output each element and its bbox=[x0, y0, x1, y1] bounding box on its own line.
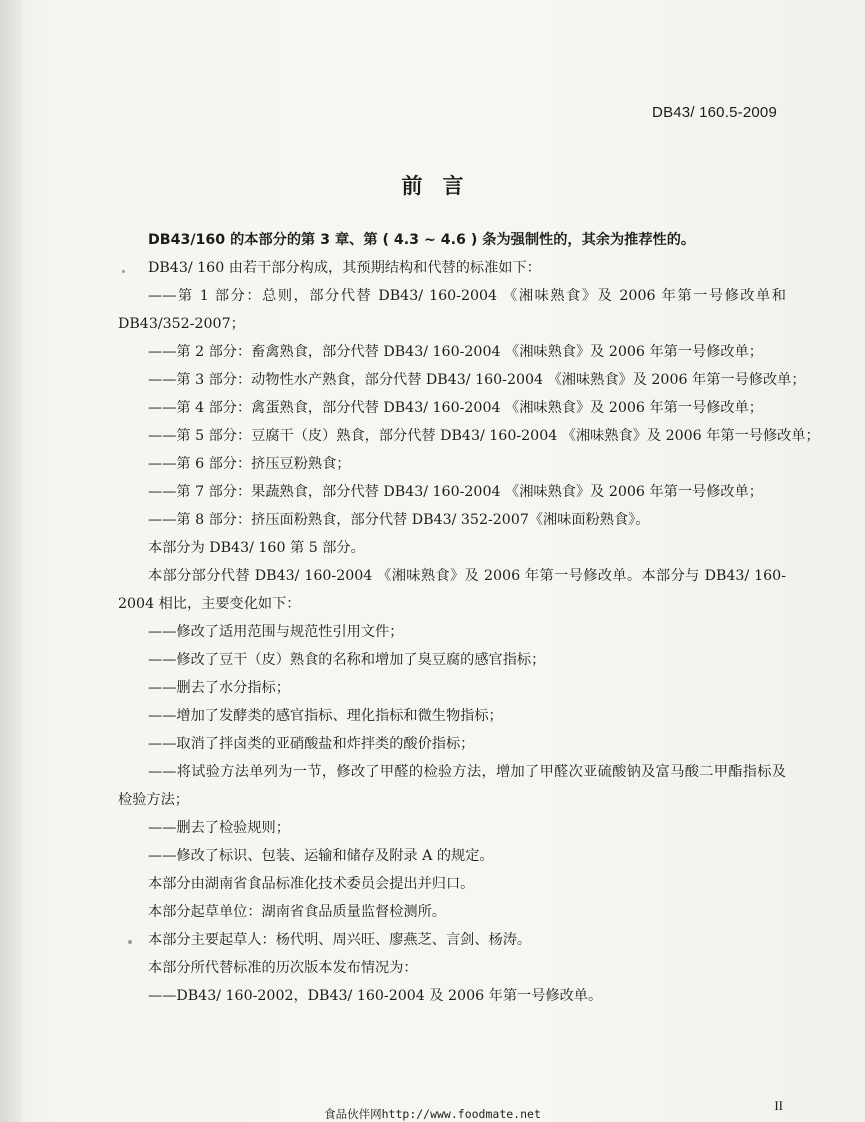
structure-intro-paragraph: DB43/ 160 由若干部分构成，其预期结构和代替的标准如下： bbox=[148, 260, 541, 276]
page-title: 前言 bbox=[401, 174, 484, 198]
replacement-paragraph: 本部分部分代替 DB43/ 160-2004 《湘味熟食》及 2006 年第一号修改单。本部分与 DB43/ 160-2004 相比，主要变化如下： bbox=[118, 568, 786, 612]
part-statement-paragraph: 本部分为 DB43/ 160 第 5 部分。 bbox=[148, 540, 365, 556]
proposer-paragraph: 本部分由湖南省食品标准化技术委员会提出并归口。 bbox=[148, 876, 475, 892]
part-list-item: ——第 7 部分：果蔬熟食，部分代替 DB43/ 160-2004 《湘味熟食》及 2006 年第一号修改单； bbox=[148, 484, 763, 500]
document-code: DB43/ 160.5-2009 bbox=[652, 104, 777, 121]
change-list-item: ——增加了发酵类的感官指标、理化指标和微生物指标； bbox=[148, 708, 503, 724]
change-list-item: ——修改了标识、包装、运输和储存及附录 A 的规定。 bbox=[148, 848, 494, 864]
part-list-item: ——第 2 部分：畜禽熟食，部分代替 DB43/ 160-2004 《湘味熟食》及 2006 年第一号修改单； bbox=[148, 344, 763, 360]
part-list-item: ——第 5 部分：豆腐干（皮）熟食，部分代替 DB43/ 160-2004 《湘味熟食》及 2006 年第一号修改单； bbox=[148, 428, 820, 444]
part-list-item: ——第 1 部分：总则，部分代替 DB43/ 160-2004 《湘味熟食》及 2006 年第一号修改单和 DB43/352-2007； bbox=[118, 288, 786, 332]
part-list-item: ——第 8 部分：挤压面粉熟食，部分代替 DB43/ 352-2007《湘味面粉熟食》。 bbox=[148, 512, 650, 528]
document-body bbox=[118, 226, 820, 1010]
drafting-unit-paragraph: 本部分起草单位：湖南省食品质量监督检测所。 bbox=[148, 904, 446, 920]
scan-edge bbox=[0, 0, 22, 1122]
drafters-paragraph: 本部分主要起草人：杨代明、周兴旺、廖燕芝、言剑、杨涛。 bbox=[148, 932, 532, 948]
mandatory-clause-paragraph: DB43/160 的本部分的第 3 章、第 ( 4.3 ~ 4.6 ) 条为强制性的，其余为推荐性的。 bbox=[148, 232, 696, 248]
change-list-item: ——删去了水分指标； bbox=[148, 680, 290, 696]
footer-watermark: 食品伙伴网http://www.foodmate.net bbox=[324, 1107, 541, 1121]
history-intro-paragraph: 本部分所代替标准的历次版本发布情况为： bbox=[148, 960, 418, 976]
change-list-item: ——修改了适用范围与规范性引用文件； bbox=[148, 624, 404, 640]
change-list-item: ——取消了拌卤类的亚硝酸盐和炸拌类的酸价指标； bbox=[148, 736, 475, 752]
change-list-item: ——修改了豆干（皮）熟食的名称和增加了臭豆腐的感官指标； bbox=[148, 652, 546, 668]
change-list-item: ——删去了检验规则； bbox=[148, 820, 290, 836]
part-list-item: ——第 4 部分：禽蛋熟食，部分代替 DB43/ 160-2004 《湘味熟食》及 2006 年第一号修改单； bbox=[148, 400, 763, 416]
history-list-item: ——DB43/ 160-2002，DB43/ 160-2004 及 2006 年第一号修改单。 bbox=[148, 988, 603, 1004]
part-list-item: ——第 3 部分：动物性水产熟食，部分代替 DB43/ 160-2004 《湘味熟食》及 2006 年第一号修改单； bbox=[148, 372, 806, 388]
change-list-item: ——将试验方法单列为一节，修改了甲醛的检验方法，增加了甲醛次亚硫酸钠及富马酸二甲酯指标及检验方法； bbox=[118, 764, 786, 808]
part-list-item: ——第 6 部分：挤压豆粉熟食； bbox=[148, 456, 351, 472]
page-number: II bbox=[774, 1098, 783, 1113]
